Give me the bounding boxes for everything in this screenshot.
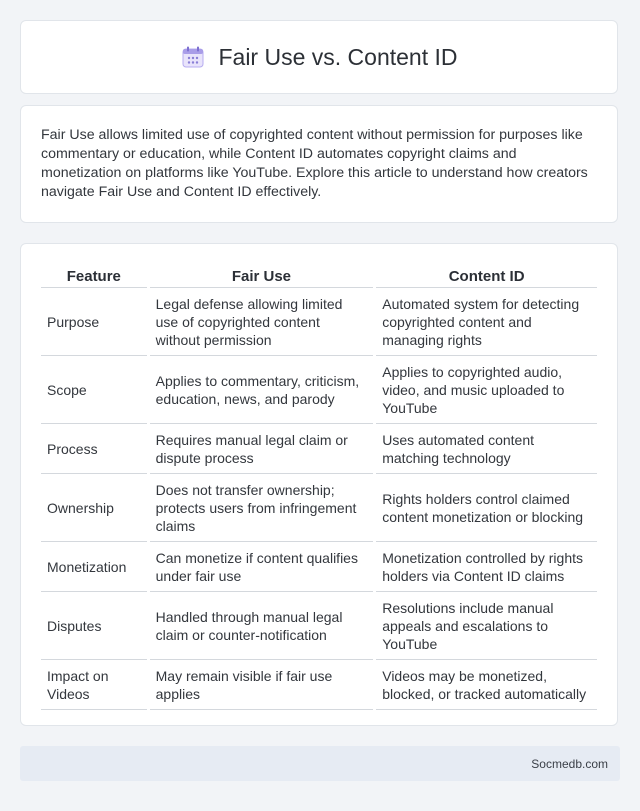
content-id-cell: Videos may be monetized, blocked, or tracked automatically bbox=[376, 661, 597, 710]
table-row bbox=[41, 357, 597, 424]
title-card bbox=[20, 20, 618, 94]
table-row bbox=[41, 593, 597, 660]
comparison-card bbox=[20, 243, 618, 726]
column-header-content-id: Content ID bbox=[376, 265, 597, 288]
page-title: Fair Use vs. Content ID bbox=[218, 43, 458, 70]
comparison-table bbox=[38, 264, 600, 711]
fair-use-cell: Does not transfer ownership; protects users from infringement claims bbox=[150, 475, 374, 542]
table-header-row bbox=[41, 265, 597, 288]
intro-card bbox=[20, 105, 618, 223]
feature-cell: Scope bbox=[41, 357, 147, 424]
content-id-cell: Uses automated content matching technology bbox=[376, 425, 597, 474]
calendar-icon bbox=[180, 44, 206, 70]
feature-cell: Ownership bbox=[41, 475, 147, 542]
fair-use-cell: Handled through manual legal claim or counter-notification bbox=[150, 593, 374, 660]
column-header-fair-use: Fair Use bbox=[150, 265, 374, 288]
content-id-cell: Monetization controlled by rights holders via Content ID claims bbox=[376, 543, 597, 592]
content-id-cell: Rights holders control claimed content monetization or blocking bbox=[376, 475, 597, 542]
fair-use-cell: Can monetize if content qualifies under fair use bbox=[150, 543, 374, 592]
content-id-cell: Applies to copyrighted audio, video, and music uploaded to YouTube bbox=[376, 357, 597, 424]
fair-use-cell: Requires manual legal claim or dispute process bbox=[150, 425, 374, 474]
feature-cell: Disputes bbox=[41, 593, 147, 660]
footer bbox=[20, 746, 620, 781]
content-id-cell: Automated system for detecting copyrighted content and managing rights bbox=[376, 289, 597, 356]
feature-cell: Process bbox=[41, 425, 147, 474]
column-header-feature: Feature bbox=[41, 265, 147, 288]
content-id-cell: Resolutions include manual appeals and escalations to YouTube bbox=[376, 593, 597, 660]
table-row bbox=[41, 289, 597, 356]
intro-text: Fair Use allows limited use of copyrighted content without permission for purposes like commentary or education, while Content ID automates copyright claims and monetization on platforms like YouTube. Explore this article to understand how creators navigate Fair Use and Content ID effectively. bbox=[41, 127, 588, 200]
table-row bbox=[41, 661, 597, 710]
table-row bbox=[41, 475, 597, 542]
table-row bbox=[41, 543, 597, 592]
feature-cell: Impact on Videos bbox=[41, 661, 147, 710]
fair-use-cell: Legal defense allowing limited use of copyrighted content without permission bbox=[150, 289, 374, 356]
table-row bbox=[41, 425, 597, 474]
fair-use-cell: May remain visible if fair use applies bbox=[150, 661, 374, 710]
feature-cell: Monetization bbox=[41, 543, 147, 592]
footer-site-link[interactable]: Socmedb.com bbox=[531, 756, 608, 771]
fair-use-cell: Applies to commentary, criticism, education, news, and parody bbox=[150, 357, 374, 424]
feature-cell: Purpose bbox=[41, 289, 147, 356]
